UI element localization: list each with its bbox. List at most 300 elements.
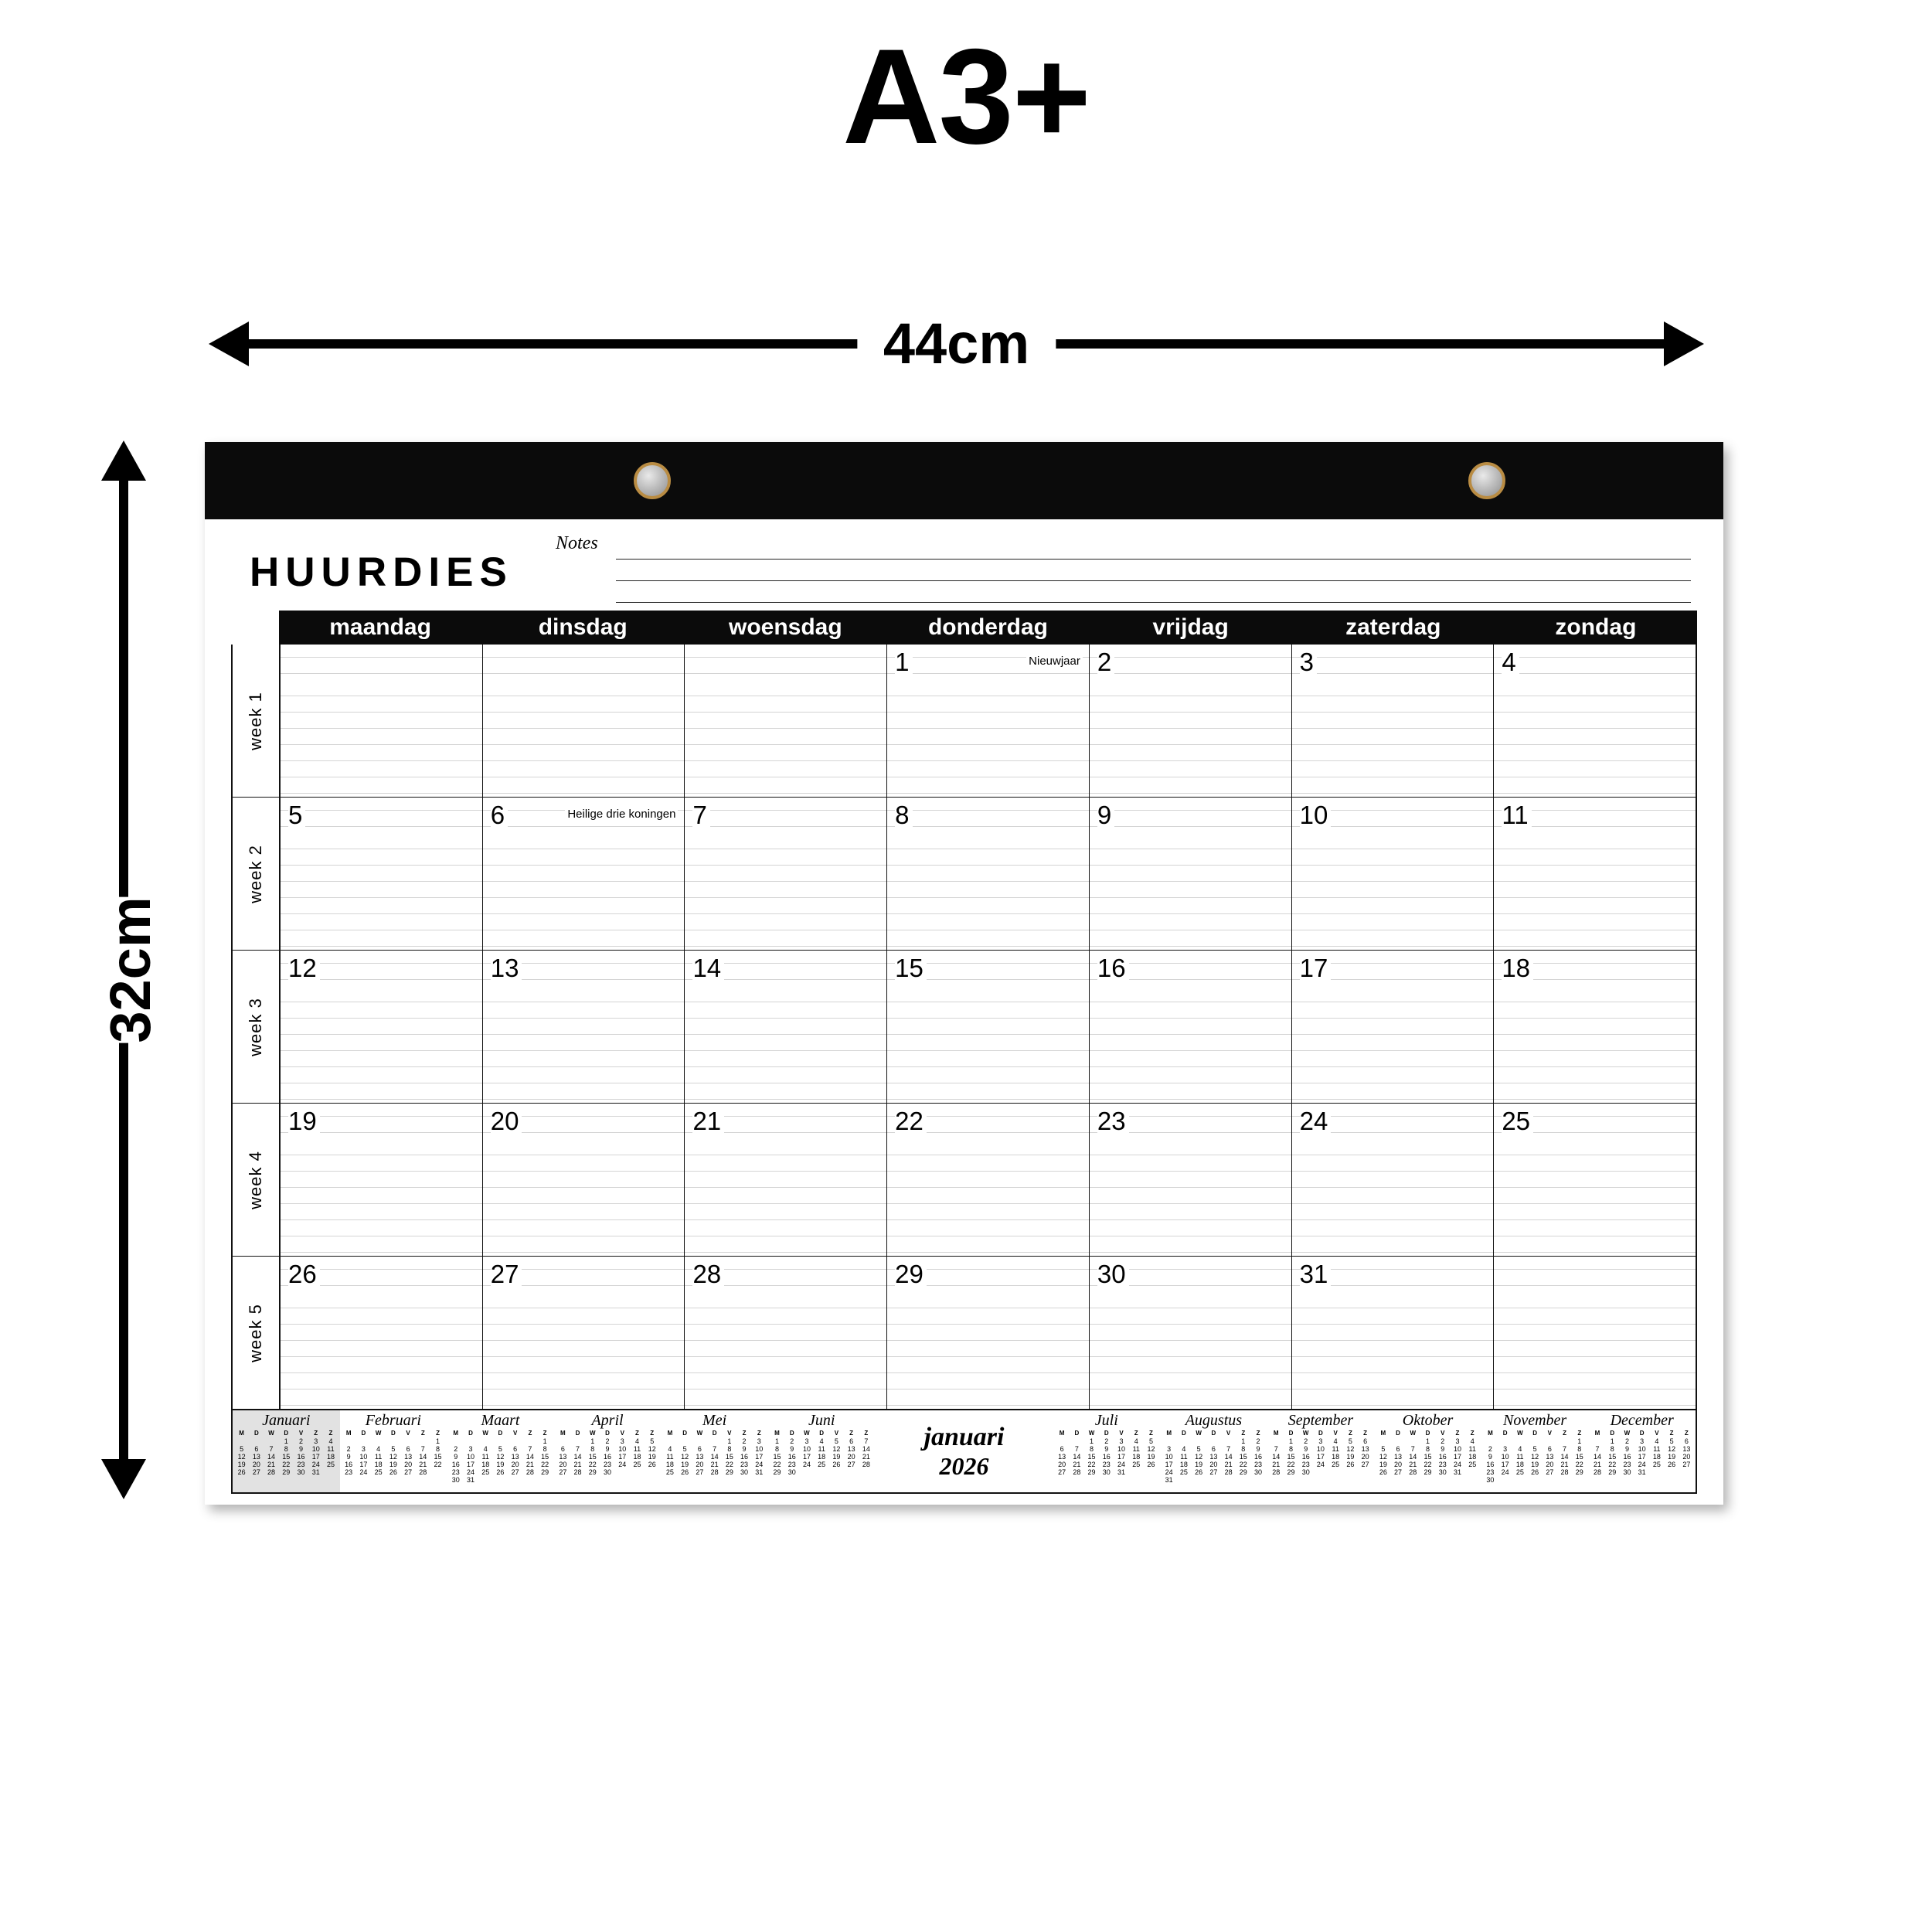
mini-empty-cell: [1390, 1437, 1405, 1445]
day-number: 21: [692, 1107, 724, 1135]
mini-weekday-header: Z: [757, 1430, 761, 1437]
day-number: 24: [1300, 1107, 1332, 1135]
mini-month[interactable]: [447, 1410, 554, 1492]
day-number: 18: [1502, 954, 1533, 982]
mini-day-cell: 18: [818, 1453, 826, 1461]
mini-day-cell: 8: [1090, 1445, 1094, 1453]
mini-day-cell: 20: [1209, 1461, 1218, 1468]
mini-day-cell: 5: [1669, 1437, 1674, 1445]
notes-line[interactable]: [616, 538, 1691, 560]
mini-month-grid: [556, 1430, 660, 1476]
notes-line[interactable]: [616, 581, 1691, 603]
day-number: 26: [288, 1260, 320, 1288]
mini-day-cell: 15: [541, 1453, 549, 1461]
mini-day-cell: 12: [681, 1453, 689, 1461]
day-number: 28: [692, 1260, 724, 1288]
mini-day-cell: 22: [1087, 1461, 1096, 1468]
mini-months-left: [233, 1410, 876, 1492]
mini-day-cell: 17: [1117, 1453, 1126, 1461]
current-month-label: [876, 1410, 1053, 1492]
mini-month[interactable]: [1053, 1410, 1161, 1492]
mini-day-cell: 29: [1608, 1468, 1617, 1476]
mini-day-cell: 31: [755, 1468, 764, 1476]
mini-day-cell: 10: [1316, 1445, 1325, 1453]
mini-day-cell: 27: [559, 1468, 567, 1476]
mini-month-grid: [448, 1430, 553, 1484]
notes-line[interactable]: [616, 560, 1691, 581]
mini-weekday-header: M: [774, 1430, 780, 1437]
mini-day-cell: 11: [481, 1453, 489, 1461]
mini-day-cell: 20: [696, 1461, 704, 1468]
mini-day-cell: 2: [299, 1437, 304, 1445]
mini-empty-cell: [400, 1437, 415, 1445]
mini-day-cell: 27: [1682, 1461, 1691, 1468]
mini-day-cell: 26: [1147, 1461, 1155, 1468]
mini-day-cell: 17: [755, 1453, 764, 1461]
mini-day-cell: 2: [742, 1437, 747, 1445]
mini-weekday-header: Z: [1256, 1430, 1260, 1437]
mini-day-cell: 4: [376, 1445, 381, 1453]
mini-empty-cell: [264, 1437, 278, 1445]
mini-day-cell: 10: [755, 1445, 764, 1453]
mini-weekday-header: M: [1059, 1430, 1065, 1437]
mini-weekday-header: D: [361, 1430, 366, 1437]
mini-month[interactable]: [768, 1410, 876, 1492]
mini-month-grid: [1376, 1430, 1480, 1476]
mini-day-cell: 15: [588, 1453, 597, 1461]
mini-weekday-header: W: [375, 1430, 382, 1437]
mini-day-cell: 26: [1668, 1461, 1676, 1468]
mini-day-cell: 6: [1211, 1445, 1216, 1453]
weekday-header-cell: woensdag: [729, 614, 842, 640]
day-number: 10: [1300, 801, 1332, 829]
day-cell[interactable]: [1494, 1257, 1696, 1409]
mini-day-cell: 1: [543, 1437, 547, 1445]
mini-day-cell: 4: [819, 1437, 824, 1445]
mini-day-cell: 23: [787, 1461, 796, 1468]
day-cell[interactable]: [1292, 951, 1495, 1103]
mini-empty-cell: [662, 1437, 677, 1445]
mini-day-cell: 10: [802, 1445, 811, 1453]
mini-weekday-header: M: [1488, 1430, 1493, 1437]
mini-weekday-header: V: [1547, 1430, 1552, 1437]
mini-day-cell: 7: [1595, 1445, 1600, 1453]
day-cell[interactable]: [1090, 951, 1292, 1103]
mini-day-cell: 8: [1288, 1445, 1293, 1453]
mini-day-cell: 30: [1254, 1468, 1263, 1476]
day-cell[interactable]: [685, 1257, 887, 1409]
mini-day-cell: 27: [1361, 1461, 1369, 1468]
mini-empty-cell: [234, 1437, 249, 1445]
mini-empty-cell: [478, 1437, 493, 1445]
mini-weekday-header: Z: [1455, 1430, 1460, 1437]
mini-day-cell: 3: [1640, 1437, 1645, 1445]
day-cell[interactable]: [685, 798, 887, 950]
mini-day-cell: 13: [1058, 1453, 1066, 1461]
day-cell[interactable]: [281, 1104, 483, 1256]
mini-day-cell: 20: [559, 1461, 567, 1468]
mini-day-cell: 14: [1073, 1453, 1081, 1461]
mini-month[interactable]: [554, 1410, 662, 1492]
mini-day-cell: 14: [1560, 1453, 1569, 1461]
day-cell[interactable]: [685, 951, 887, 1103]
mini-day-cell: 15: [1423, 1453, 1432, 1461]
mini-day-cell: 15: [1087, 1453, 1096, 1461]
mini-day-cell: 27: [404, 1468, 413, 1476]
mini-day-cell: 20: [1361, 1453, 1369, 1461]
day-cell[interactable]: [887, 951, 1090, 1103]
day-number: 19: [288, 1107, 320, 1135]
mini-day-cell: 21: [526, 1461, 534, 1468]
mini-day-cell: 8: [436, 1445, 440, 1453]
mini-day-cell: 20: [1394, 1461, 1403, 1468]
mini-weekday-header: W: [1410, 1430, 1417, 1437]
mini-month-title: Maart: [481, 1412, 520, 1429]
day-cell[interactable]: [281, 951, 483, 1103]
mini-day-cell: 27: [1394, 1468, 1403, 1476]
mini-day-cell: 30: [1301, 1468, 1310, 1476]
day-cell[interactable]: [1292, 1257, 1495, 1409]
mini-day-cell: 27: [252, 1468, 260, 1476]
mini-day-cell: 4: [1333, 1437, 1338, 1445]
week-label-text: week 4: [246, 1150, 265, 1209]
mini-month-title: November: [1503, 1412, 1567, 1429]
day-cell[interactable]: [483, 1104, 685, 1256]
week-label: [233, 798, 279, 951]
day-cell[interactable]: [685, 645, 887, 797]
mini-day-cell: 29: [588, 1468, 597, 1476]
day-cell[interactable]: [1292, 645, 1495, 797]
mini-day-cell: 22: [1575, 1461, 1583, 1468]
day-cell[interactable]: [281, 645, 483, 797]
week-row: [281, 1257, 1696, 1409]
mini-weekday-header: D: [1288, 1430, 1294, 1437]
day-cell[interactable]: [1494, 951, 1696, 1103]
mini-weekday-header: Z: [1134, 1430, 1138, 1437]
mini-weekday-header: Z: [1684, 1430, 1689, 1437]
mini-day-cell: 1: [1241, 1437, 1246, 1445]
mini-weekday-header: D: [1502, 1430, 1508, 1437]
mini-day-cell: 12: [1531, 1453, 1539, 1461]
day-cell[interactable]: [483, 951, 685, 1103]
mini-day-cell: 12: [389, 1453, 397, 1461]
mini-weekday-header: M: [1380, 1430, 1386, 1437]
mini-day-cell: 7: [1274, 1445, 1278, 1453]
mini-weekday-header: W: [804, 1430, 810, 1437]
mini-weekday-header: Z: [1241, 1430, 1246, 1437]
mini-day-cell: 13: [1209, 1453, 1218, 1461]
mini-day-cell: 28: [1409, 1468, 1417, 1476]
mini-day-cell: 19: [389, 1461, 397, 1468]
mini-day-cell: 5: [834, 1437, 838, 1445]
mini-weekday-header: Z: [1563, 1430, 1566, 1437]
mini-weekday-header: Z: [864, 1430, 869, 1437]
mini-day-cell: 15: [282, 1453, 291, 1461]
mini-day-cell: 3: [314, 1437, 318, 1445]
mini-day-cell: 25: [1652, 1461, 1661, 1468]
mini-day-cell: 13: [1361, 1445, 1369, 1453]
mini-weekday-header: M: [560, 1430, 566, 1437]
mini-month-grid: [342, 1430, 446, 1476]
calendar-sheet: [205, 442, 1723, 1505]
mini-month[interactable]: [340, 1410, 447, 1492]
day-cell[interactable]: [281, 1257, 483, 1409]
week-label: [233, 951, 279, 1104]
mini-month-title: Augustus: [1185, 1412, 1243, 1429]
mini-day-cell: 1: [284, 1437, 288, 1445]
mini-day-cell: 30: [1438, 1468, 1447, 1476]
mini-empty-cell: [1376, 1437, 1390, 1445]
mini-empty-cell: [522, 1437, 537, 1445]
width-dimension-arrow: [209, 309, 1704, 379]
day-number: 1: [895, 648, 912, 676]
mini-day-cell: 23: [1102, 1461, 1111, 1468]
mini-day-cell: 15: [725, 1453, 733, 1461]
week-row: [281, 798, 1696, 951]
mini-day-cell: 7: [713, 1445, 717, 1453]
day-number: 4: [1502, 648, 1519, 676]
mini-day-cell: 1: [1090, 1437, 1094, 1445]
mini-day-cell: 16: [345, 1461, 353, 1468]
mini-day-cell: 24: [1501, 1468, 1509, 1476]
day-cell[interactable]: [887, 1104, 1090, 1256]
day-cell[interactable]: [887, 1257, 1090, 1409]
day-number: 9: [1097, 801, 1114, 829]
day-cell[interactable]: [281, 798, 483, 950]
mini-empty-cell: [342, 1437, 356, 1445]
mini-day-cell: 11: [1516, 1453, 1524, 1461]
mini-day-cell: 31: [1117, 1468, 1126, 1476]
mini-day-cell: 23: [740, 1461, 749, 1468]
mini-day-cell: 14: [1593, 1453, 1601, 1461]
week-row: [281, 645, 1696, 798]
mini-day-cell: 29: [541, 1468, 549, 1476]
mini-day-cell: 21: [267, 1461, 276, 1468]
mini-day-cell: 23: [451, 1468, 460, 1476]
mini-day-cell: 13: [511, 1453, 519, 1461]
mini-day-cell: 16: [604, 1453, 612, 1461]
day-cell[interactable]: [1090, 798, 1292, 950]
day-number: 25: [1502, 1107, 1533, 1135]
mini-weekday-header: V: [1333, 1430, 1338, 1437]
mini-weekday-header: Z: [635, 1430, 639, 1437]
mini-day-cell: 20: [847, 1453, 855, 1461]
day-cell[interactable]: [483, 645, 685, 797]
mini-empty-cell: [1162, 1437, 1176, 1445]
mini-day-cell: 12: [648, 1445, 656, 1453]
mini-empty-cell: [249, 1437, 264, 1445]
notes-lines[interactable]: [616, 538, 1691, 603]
mini-day-cell: 22: [1423, 1461, 1432, 1468]
mini-day-cell: 28: [526, 1468, 534, 1476]
mini-day-cell: 22: [725, 1461, 733, 1468]
mini-day-cell: 26: [832, 1461, 841, 1468]
day-cell[interactable]: [1090, 645, 1292, 797]
mini-day-cell: 16: [1486, 1461, 1495, 1468]
holiday-note: Heilige drie koningen: [565, 807, 678, 821]
mini-day-cell: 14: [267, 1453, 276, 1461]
day-cell[interactable]: [887, 645, 1090, 797]
mini-weekday-header: V: [727, 1430, 732, 1437]
mini-day-cell: 12: [1668, 1445, 1676, 1453]
day-cell[interactable]: [887, 798, 1090, 950]
mini-day-cell: 12: [237, 1453, 246, 1461]
mini-day-cell: 16: [1301, 1453, 1310, 1461]
mini-day-cell: 17: [1501, 1461, 1509, 1468]
mini-weekday-header: V: [1655, 1430, 1659, 1437]
day-cell[interactable]: [1494, 645, 1696, 797]
mini-day-cell: 18: [1515, 1461, 1524, 1468]
day-cell[interactable]: [1494, 798, 1696, 950]
mini-month-title: April: [591, 1412, 624, 1429]
mini-weekday-header: D: [1074, 1430, 1080, 1437]
mini-day-cell: 29: [282, 1468, 291, 1476]
mini-weekday-header: D: [253, 1430, 259, 1437]
mini-day-cell: 5: [682, 1445, 687, 1453]
mini-day-cell: 26: [389, 1468, 397, 1476]
day-cell[interactable]: [1494, 1104, 1696, 1256]
mini-day-cell: 25: [665, 1468, 674, 1476]
day-number: 31: [1300, 1260, 1332, 1288]
mini-month[interactable]: [1374, 1410, 1481, 1492]
mini-empty-cell: [416, 1437, 430, 1445]
calendar-header-bar: [205, 442, 1723, 519]
weekday-header-cell: maandag: [329, 614, 431, 640]
mini-empty-cell: [707, 1437, 722, 1445]
mini-day-cell: 21: [710, 1461, 719, 1468]
mini-month-title: September: [1287, 1412, 1354, 1429]
mini-day-cell: 7: [269, 1445, 274, 1453]
mini-day-cell: 11: [666, 1453, 674, 1461]
mini-day-cell: 6: [1396, 1445, 1400, 1453]
mini-months-right: [1053, 1410, 1696, 1492]
mini-weekday-header: Z: [436, 1430, 440, 1437]
mini-day-cell: 6: [254, 1445, 259, 1453]
mini-day-cell: 10: [1165, 1453, 1173, 1461]
mini-weekday-header: M: [1166, 1430, 1172, 1437]
mini-day-cell: 1: [590, 1437, 595, 1445]
mini-weekday-header: W: [590, 1430, 596, 1437]
mini-day-cell: 31: [1165, 1476, 1173, 1484]
mini-day-cell: 1: [1426, 1437, 1430, 1445]
mini-day-cell: 12: [1379, 1453, 1387, 1461]
mini-day-cell: 31: [1638, 1468, 1646, 1476]
mini-day-cell: 26: [237, 1468, 246, 1476]
mini-day-cell: 14: [1224, 1453, 1233, 1461]
mini-month-grid: [1269, 1430, 1373, 1476]
mini-weekday-header: D: [1182, 1430, 1186, 1437]
day-cell[interactable]: [483, 798, 685, 950]
mini-month-title: December: [1610, 1412, 1674, 1429]
mini-month[interactable]: [1160, 1410, 1267, 1492]
mini-weekday-header: V: [1119, 1430, 1124, 1437]
mini-day-cell: 10: [1117, 1445, 1126, 1453]
mini-day-cell: 19: [1147, 1453, 1155, 1461]
day-cell[interactable]: [1090, 1104, 1292, 1256]
mini-day-cell: 3: [1167, 1445, 1172, 1453]
mini-day-cell: 10: [466, 1453, 474, 1461]
notes-area: [556, 519, 1697, 603]
mini-day-cell: 4: [1518, 1445, 1522, 1453]
mini-month[interactable]: [1267, 1410, 1375, 1492]
mini-day-cell: 21: [1272, 1461, 1281, 1468]
mini-day-cell: 26: [648, 1461, 656, 1468]
mini-weekday-header: M: [667, 1430, 673, 1437]
mini-day-cell: 15: [1608, 1453, 1617, 1461]
mini-weekday-header: W: [1517, 1430, 1523, 1437]
mini-day-cell: 13: [1394, 1453, 1403, 1461]
mini-day-cell: 18: [1332, 1453, 1340, 1461]
mini-month[interactable]: [1481, 1410, 1589, 1492]
mini-empty-cell: [1483, 1437, 1498, 1445]
mini-day-cell: 9: [299, 1445, 304, 1453]
mini-weekday-header: W: [1196, 1430, 1202, 1437]
weekday-header-cell: zaterdag: [1345, 614, 1441, 640]
mini-day-cell: 5: [1348, 1437, 1352, 1445]
mini-day-cell: 15: [1287, 1453, 1295, 1461]
mini-weekday-header: W: [1624, 1430, 1631, 1437]
mini-weekday-header: D: [498, 1430, 503, 1437]
mini-day-cell: 22: [1239, 1461, 1247, 1468]
mini-month-title: Mei: [702, 1412, 727, 1429]
calendar-top-row: [231, 519, 1697, 611]
mini-empty-cell: [692, 1437, 707, 1445]
mini-weekday-header: D: [1104, 1430, 1109, 1437]
day-cell[interactable]: [1292, 1104, 1495, 1256]
mini-month-grid: [662, 1430, 767, 1476]
mini-day-cell: 19: [648, 1453, 656, 1461]
day-cell[interactable]: [685, 1104, 887, 1256]
mini-day-cell: 28: [419, 1468, 427, 1476]
notes-label: Notes: [556, 533, 598, 553]
mini-day-cell: 25: [818, 1461, 826, 1468]
mini-month[interactable]: [1588, 1410, 1696, 1492]
mini-day-cell: 11: [1132, 1445, 1140, 1453]
mini-day-cell: 30: [297, 1468, 305, 1476]
mini-month[interactable]: [233, 1410, 340, 1492]
mini-day-cell: 16: [297, 1453, 305, 1461]
mini-day-cell: 2: [790, 1437, 794, 1445]
mini-day-cell: 12: [496, 1453, 505, 1461]
mini-day-cell: 18: [1652, 1453, 1661, 1461]
mini-day-cell: 5: [1532, 1445, 1537, 1453]
mini-day-cell: 22: [1287, 1461, 1295, 1468]
mini-weekday-header: D: [1318, 1430, 1323, 1437]
day-cell[interactable]: [1292, 798, 1495, 950]
mini-day-cell: 30: [604, 1468, 612, 1476]
mini-month-title: Juli: [1094, 1412, 1118, 1429]
mini-day-cell: 13: [252, 1453, 260, 1461]
mini-day-cell: 5: [391, 1445, 396, 1453]
mini-weekday-header: D: [1396, 1430, 1400, 1437]
mini-empty-cell: [1557, 1437, 1572, 1445]
mini-month-title: Februari: [365, 1412, 421, 1429]
mini-month[interactable]: [661, 1410, 768, 1492]
mini-day-cell: 28: [1593, 1468, 1601, 1476]
mini-day-cell: 11: [374, 1453, 383, 1461]
mini-day-cell: 2: [1104, 1437, 1109, 1445]
day-cell[interactable]: [1090, 1257, 1292, 1409]
mini-weekday-header: V: [512, 1430, 518, 1437]
mini-day-cell: 3: [620, 1437, 624, 1445]
mini-day-cell: 30: [1486, 1476, 1495, 1484]
mini-day-cell: 3: [1455, 1437, 1460, 1445]
day-cell[interactable]: [483, 1257, 685, 1409]
mini-day-cell: 2: [1304, 1437, 1308, 1445]
mini-month-grid: [1055, 1430, 1159, 1476]
mini-empty-cell: [386, 1437, 400, 1445]
mini-day-cell: 16: [1102, 1453, 1111, 1461]
